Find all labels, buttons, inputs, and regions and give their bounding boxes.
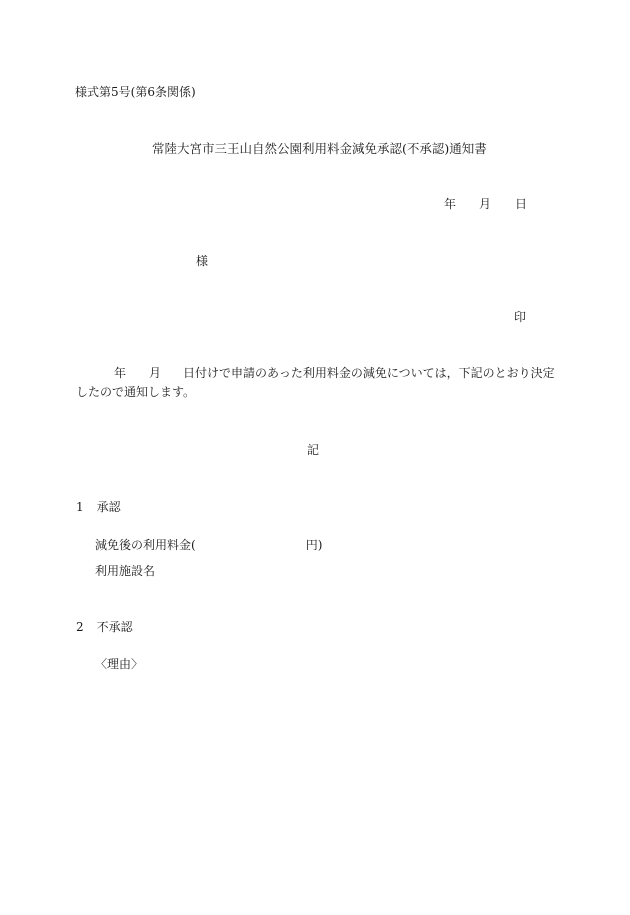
body-month-label: 月 [149, 366, 162, 380]
reduced-fee-unit: 円) [305, 538, 323, 552]
date-month-label: 月 [479, 197, 492, 211]
body-line-1 [114, 367, 555, 379]
reduced-fee-line [95, 539, 322, 551]
section-2-label: 不承認 [96, 620, 133, 634]
seal-mark: 印 [514, 310, 527, 324]
reason-label: 〈理由〉 [95, 657, 144, 671]
section-1-heading [76, 501, 121, 513]
document-title: 常陸大宮市三王山自然公園利用料金減免承認(不承認)通知書 [152, 141, 487, 156]
body-year-label: 年 [114, 366, 127, 380]
section-1-label: 承認 [96, 500, 121, 514]
body-text-line-1: 日付けで申請のあった利用料金の減免については，下記のとおり決定 [183, 366, 555, 380]
recipient-suffix: 様 [196, 254, 209, 268]
form-number: 様式第5号(第6条関係) [75, 85, 196, 99]
section-2-number: 2 [76, 620, 84, 634]
body-line-2: したので通知します。 [76, 385, 196, 399]
date-line [444, 198, 527, 210]
section-2-heading [76, 621, 133, 633]
facility-name-label: 利用施設名 [95, 564, 156, 578]
date-day-label: 日 [515, 197, 528, 211]
section-1-number: 1 [76, 500, 84, 514]
date-year-label: 年 [444, 197, 457, 211]
record-heading: 記 [307, 443, 320, 457]
reduced-fee-label: 減免後の利用料金( [95, 538, 196, 552]
